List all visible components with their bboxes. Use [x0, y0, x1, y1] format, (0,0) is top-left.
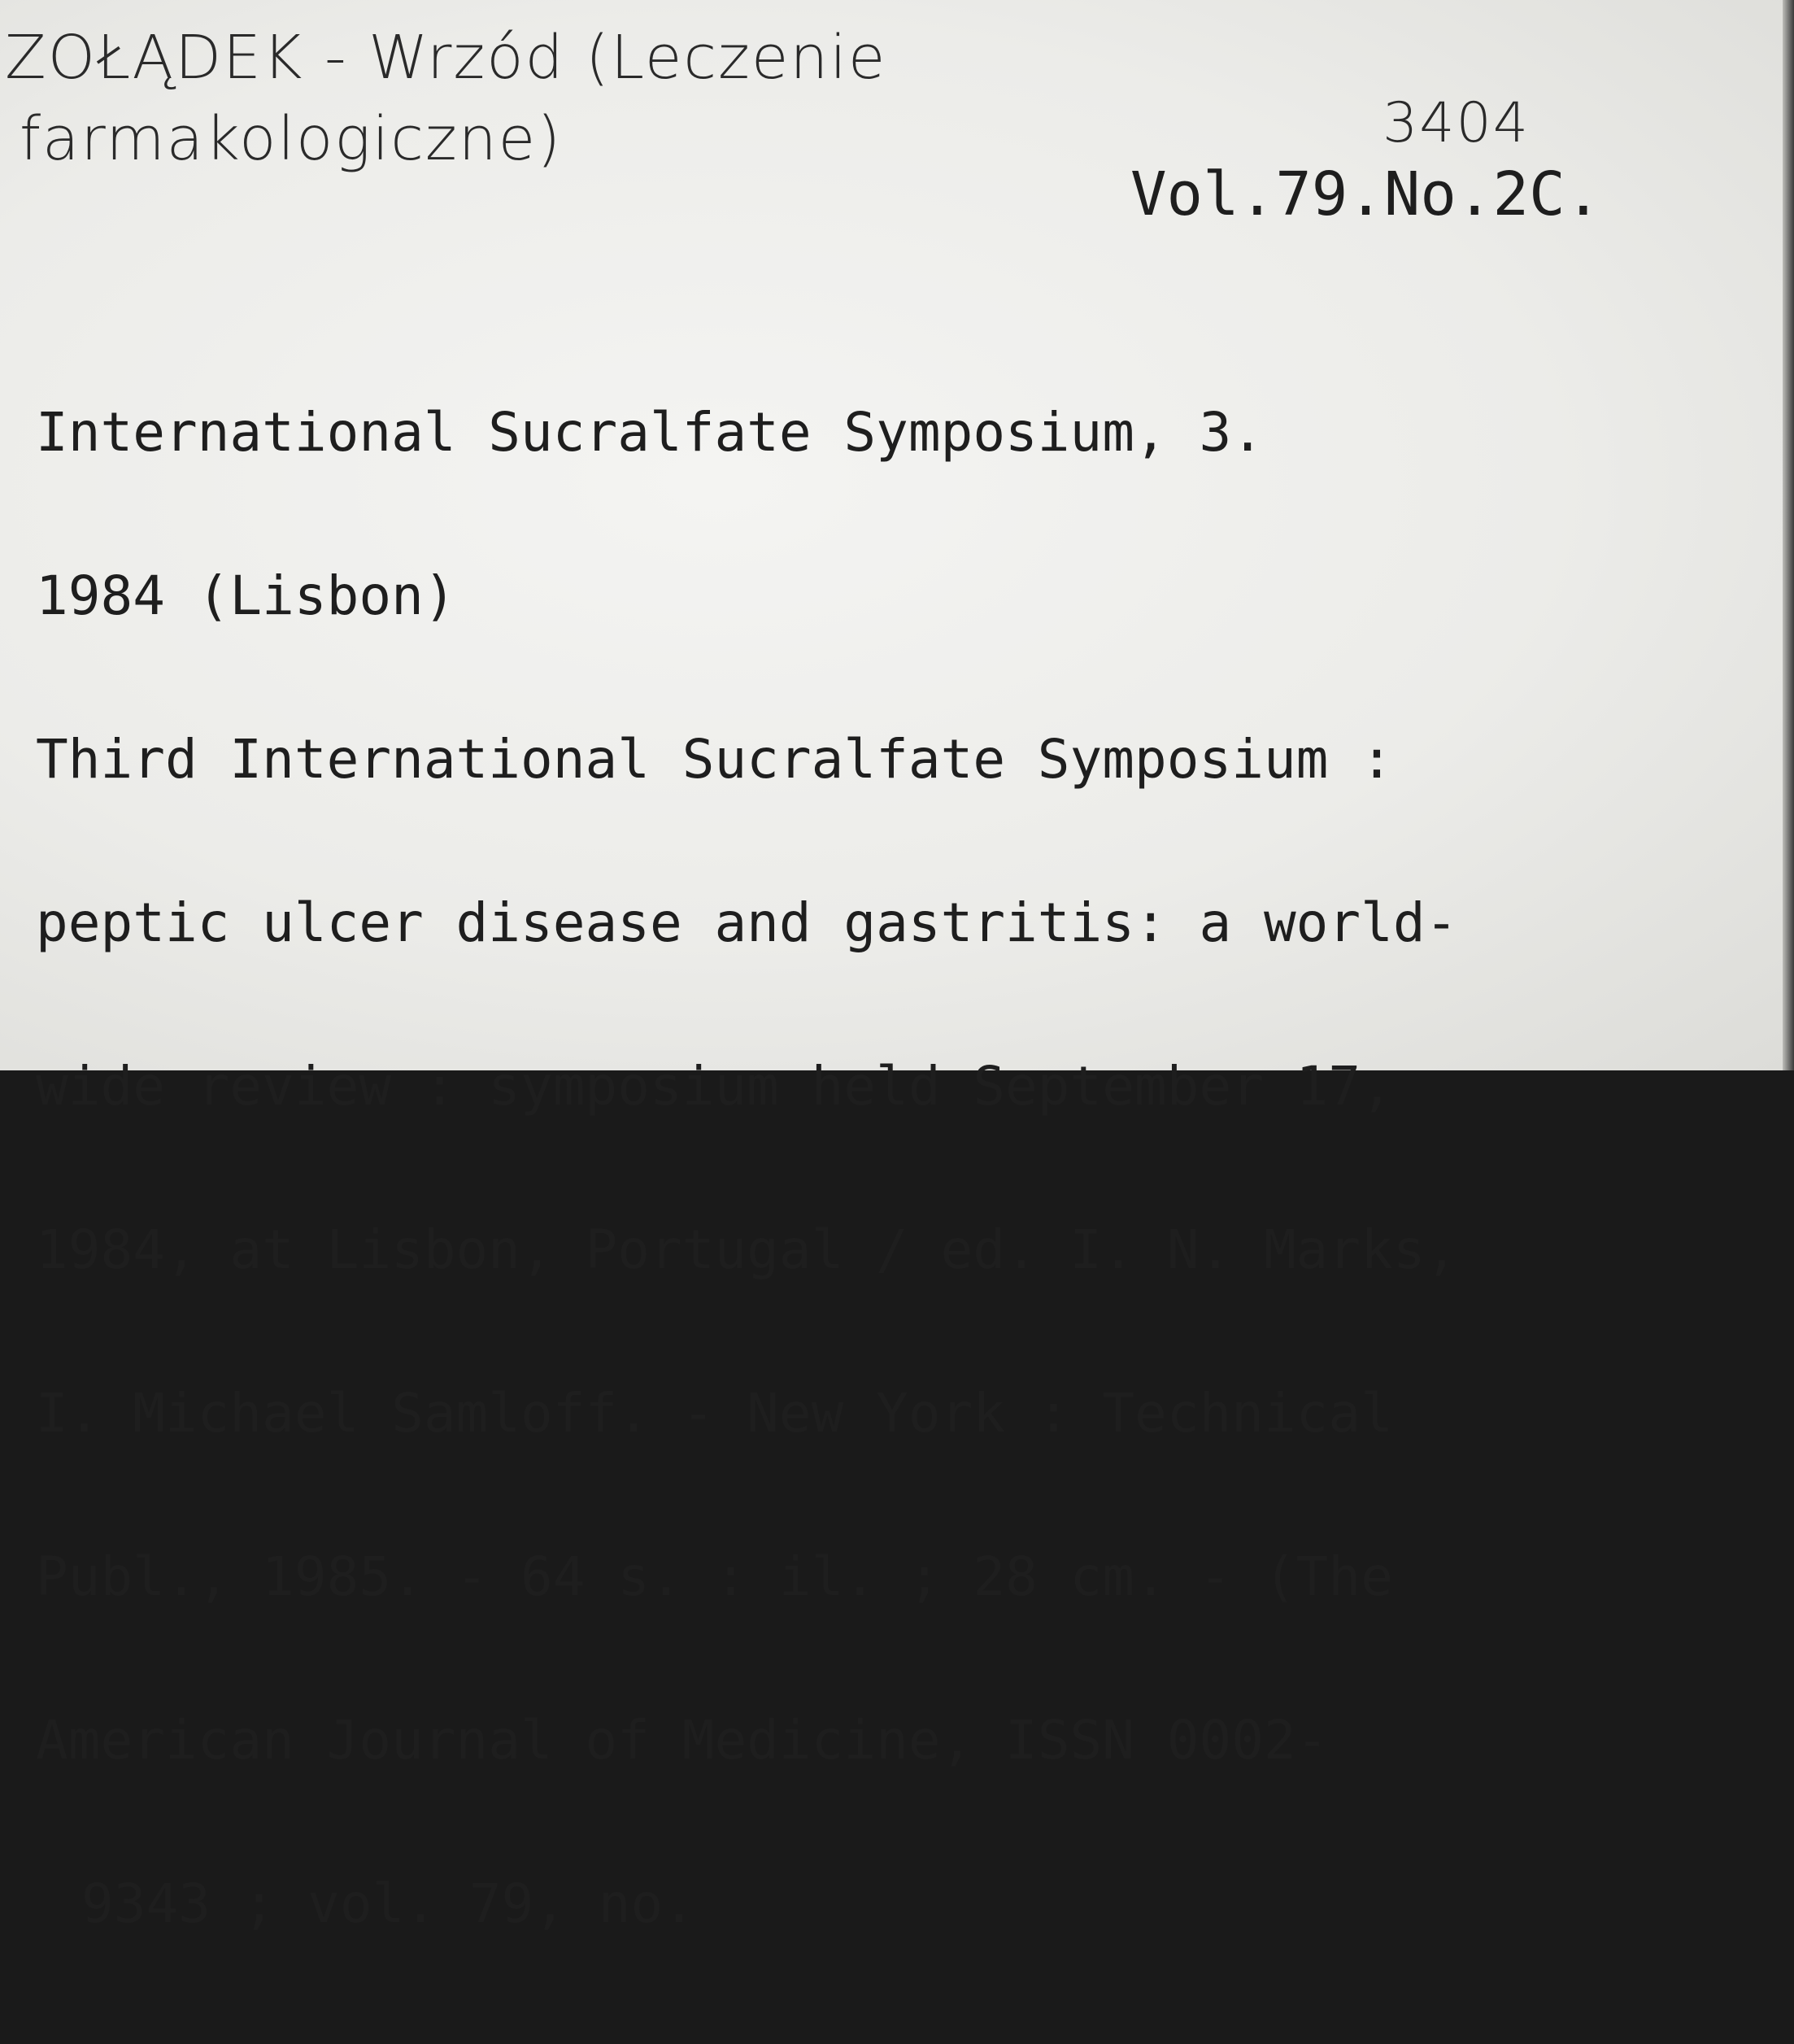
entry-line: Publ., 1985. - 64 s. : il. ; 28 cm. - (The	[36, 1545, 1393, 1608]
bibliographic-entry	[36, 296, 1457, 2040]
entry-line: International Sucralfate Symposium, 3.	[36, 401, 1264, 464]
entry-line: I. Michael Samloff. - New York : Technical	[36, 1382, 1393, 1445]
entry-line: peptic ulcer disease and gastritis: a world-	[36, 891, 1458, 954]
entry-line: 9343 ; vol. 79, no.	[81, 1872, 695, 1935]
entry-line: wide review : symposium held September 17,	[36, 1055, 1393, 1118]
subject-heading-line2: farmakologiczne)	[20, 104, 563, 174]
entry-line: American Journal of Medicine, ISSN 0002-	[36, 1709, 1329, 1772]
entry-line: Third International Sucralfate Symposium :	[36, 728, 1393, 791]
entry-line: 1984, at Lisbon, Portugal / ed. I. N. Marks,	[36, 1218, 1458, 1281]
volume-info: Vol.79.No.2C.	[1130, 159, 1602, 229]
subject-heading-line1: ZOŁĄDEK - Wrzód (Leczenie	[5, 23, 887, 93]
entry-line: 1984 (Lisbon)	[36, 564, 456, 627]
shelf-number: 3404	[1383, 91, 1531, 155]
